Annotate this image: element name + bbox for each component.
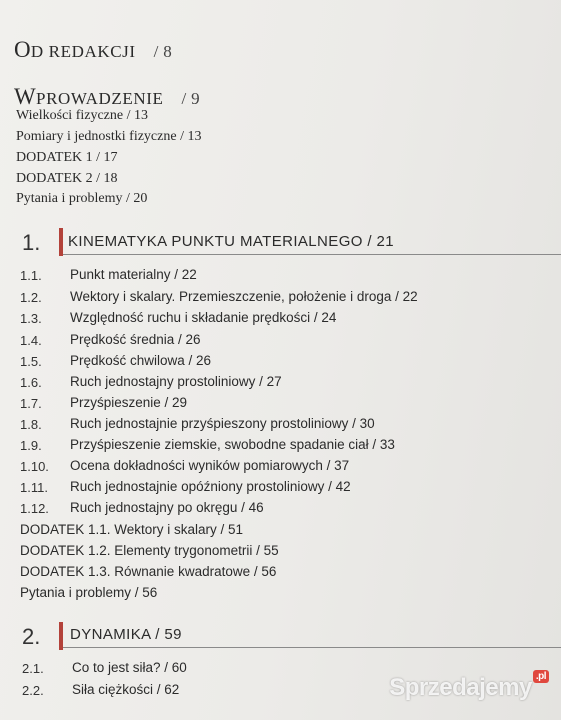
toc-entry: Pytania i problemy / 20 [16, 191, 148, 206]
sprzedajemy-watermark: Sprzedajemy .pl [389, 674, 549, 702]
toc-item-text: Wektory i skalary. Przemieszczenie, położenie i droga / 22 [70, 289, 418, 304]
toc-item-text: Ruch jednostajny prostoliniowy / 27 [70, 374, 282, 389]
toc-appendix: DODATEK 1.3. Równanie kwadratowe / 56 [20, 564, 277, 579]
toc-heading-od-redakcji: OD REDAKCJI / 8 [14, 37, 172, 62]
toc-item-number: 2.2. [22, 683, 44, 698]
toc-item-number: 1.8. [20, 417, 42, 432]
chapter-1-title: KINEMATYKA PUNKTU MATERIALNEGO / 21 [68, 233, 395, 250]
toc-item-text: Siła ciężkości / 62 [72, 682, 180, 697]
toc-entry: Wielkości fizyczne / 13 [16, 108, 148, 123]
toc-item-number: 1.9. [20, 438, 42, 453]
toc-item-text: Ruch jednostajnie przyśpieszony prostoliniowy / 30 [70, 416, 375, 431]
toc-entry: DODATEK 1 / 17 [16, 150, 118, 165]
chapter-1-number: 1. [22, 230, 41, 255]
chapter-2-number: 2. [22, 624, 41, 649]
toc-item-number: 1.2. [20, 290, 42, 305]
toc-item-text: Prędkość chwilowa / 26 [70, 353, 212, 368]
toc-appendix: DODATEK 1.2. Elementy trygonometrii / 55 [20, 543, 279, 558]
toc-item-text: Punkt materialny / 22 [70, 267, 197, 282]
chapter-2-rule [63, 647, 561, 648]
toc-appendix: Pytania i problemy / 56 [20, 585, 158, 600]
chapter-1-accent-bar [59, 228, 63, 256]
chapter-2-accent-bar [59, 622, 63, 650]
toc-item-number: 1.11. [20, 480, 48, 495]
toc-entry: DODATEK 2 / 18 [16, 171, 118, 186]
toc-item-number: 1.1. [20, 268, 42, 283]
toc-item-text: Co to jest siła? / 60 [72, 660, 187, 675]
toc-item-number: 1.12. [20, 501, 49, 516]
toc-entry: Pomiary i jednostki fizyczne / 13 [16, 129, 202, 144]
toc-item-number: 1.5. [20, 354, 42, 369]
toc-item-number: 1.6. [20, 375, 42, 390]
toc-item-number: 1.4. [20, 333, 42, 348]
toc-item-text: Ruch jednostajny po okręgu / 46 [70, 500, 264, 515]
chapter-1-rule [63, 254, 561, 255]
toc-item-number: 1.7. [20, 396, 42, 411]
toc-heading-wprowadzenie: WPROWADZENIE / 9 [14, 84, 200, 109]
toc-item-text: Przyśpieszenie / 29 [70, 395, 188, 410]
toc-item-text: Przyśpieszenie ziemskie, swobodne spadanie ciał / 33 [70, 437, 395, 452]
chapter-2-title: DYNAMIKA / 59 [70, 626, 182, 643]
toc-item-text: Ruch jednostajnie opóźniony prostoliniowy / 42 [70, 479, 351, 494]
toc-item-number: 1.3. [20, 311, 42, 326]
toc-item-text: Ocena dokładności wyników pomiarowych / 37 [70, 458, 350, 473]
toc-appendix: DODATEK 1.1. Wektory i skalary / 51 [20, 522, 244, 537]
toc-item-number: 1.10. [20, 459, 49, 474]
toc-item-number: 2.1. [22, 661, 44, 676]
toc-item-text: Prędkość średnia / 26 [70, 332, 201, 347]
toc-item-text: Względność ruchu i składanie prędkości / 24 [70, 310, 337, 325]
